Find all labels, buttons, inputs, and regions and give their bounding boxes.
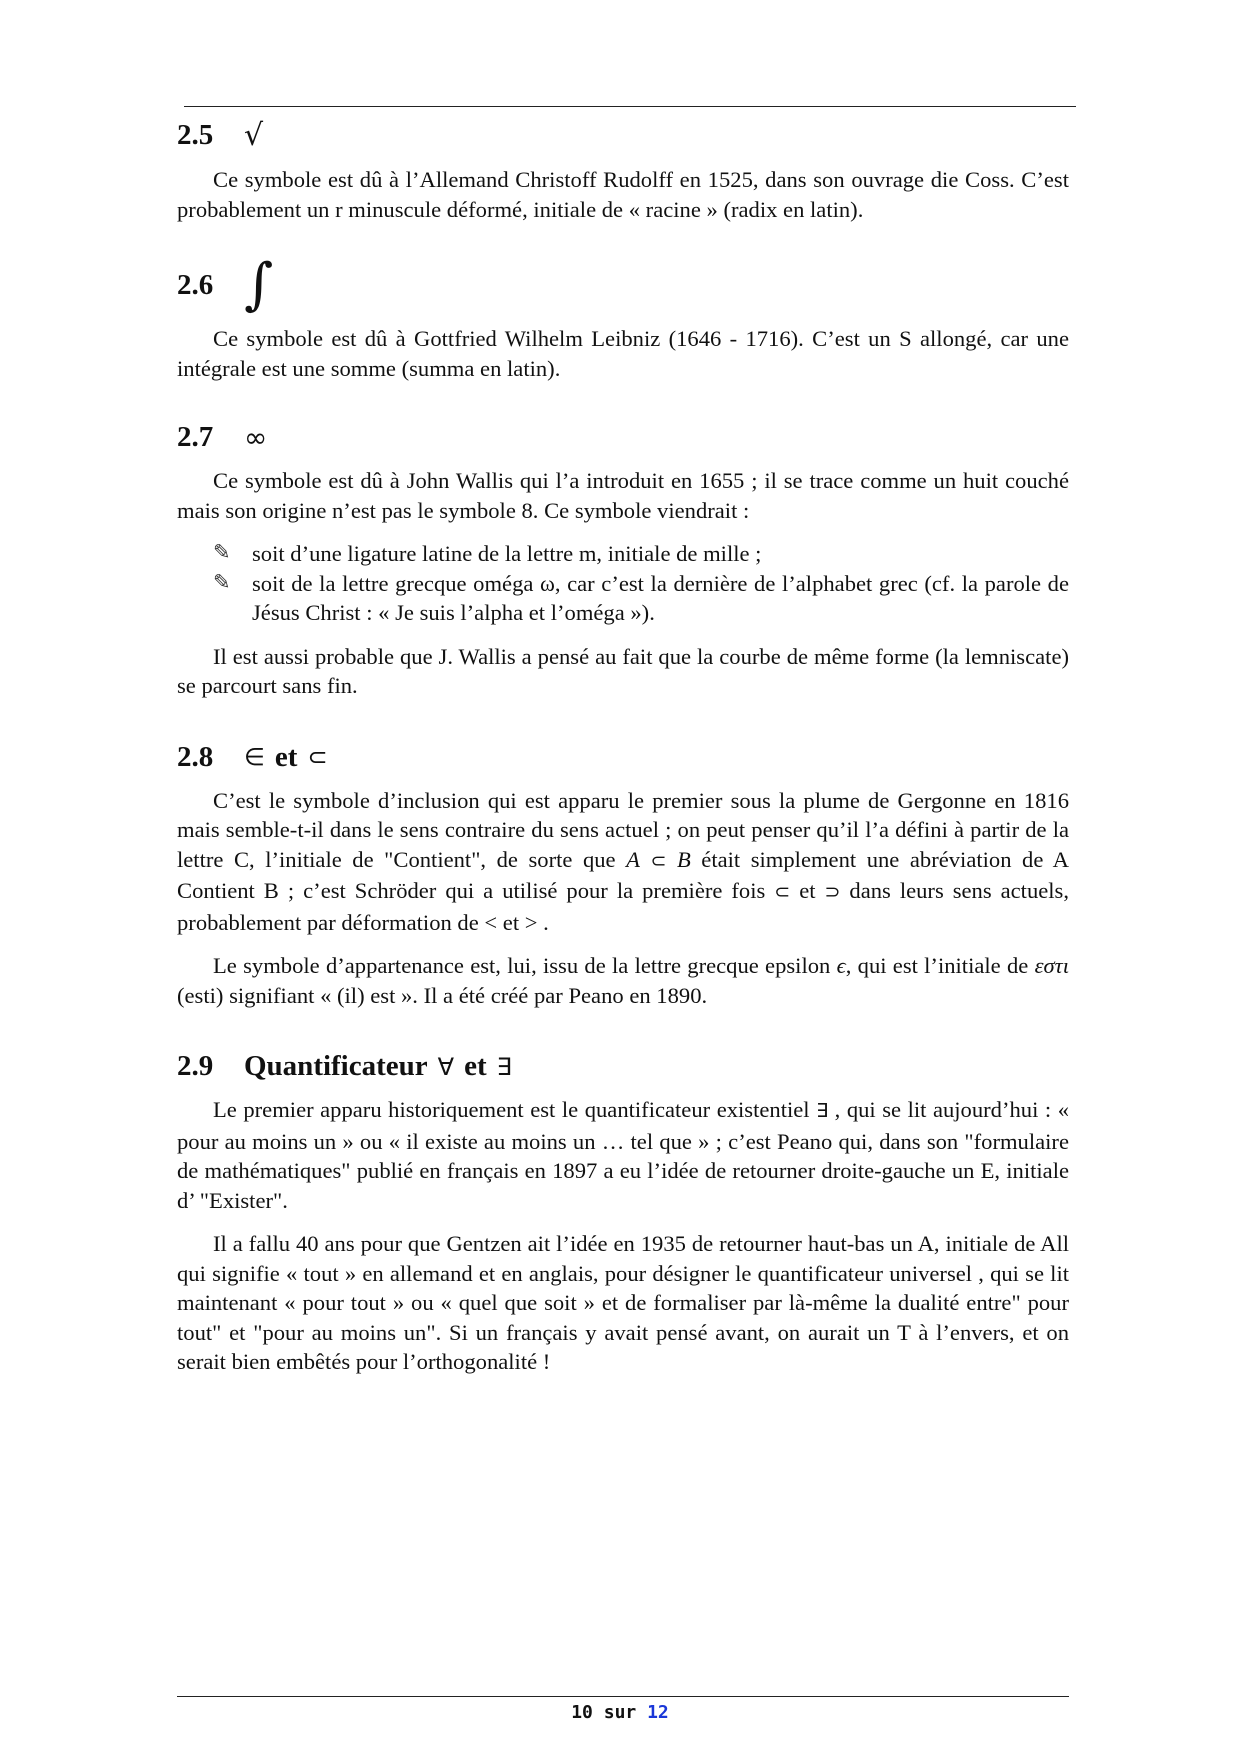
section-heading-2-7 — [177, 421, 1069, 454]
paragraph — [177, 1095, 1069, 1215]
math-superset: ⊃ — [824, 881, 841, 903]
pencil-icon: ✎ — [213, 540, 231, 564]
section-number: 2.7 — [177, 421, 214, 453]
paragraph: Ce symbole est dû à l’Allemand Christoff Rudolff en 1525, dans son ouvrage die Coss. C’est probablement un r minuscule déformé, initiale de « racine » (radix en latin). — [177, 167, 1069, 222]
text-run: , qui se lit aujourd’hui : « pour au moins un » ou « il existe au moins un … tel que » ; c’est Peano qui, dans son "formulaire de mathématiques" publié en français en 1897 a eu l’idée de retourner droite-gauche un E, initiale d’ "Exister". — [177, 1097, 1070, 1213]
header-rule — [184, 106, 1076, 107]
math-subset: ⊂ — [774, 881, 791, 903]
forall-symbol: ∀ — [437, 1052, 455, 1081]
text-run: C’est le symbole d’inclusion qui est apparu le premier sous la plume de Gergonne en 1816 mais semble-t-il dans le sens contraire du sens actuel ; on peut penser qu’il l’a défini à partir de la lettre C, l’initiale de "Contient", de sorte que — [177, 787, 1069, 872]
text-run: , qui est l’initiale de — [845, 953, 1035, 978]
page-footer — [0, 1702, 1240, 1723]
list-item-text: soit de la lettre grecque oméga ω, car c’est la dernière de l’alphabet grec (cf. la parole de Jésus Christ : « Je suis l’alpha et l’oméga »). — [252, 570, 1069, 625]
text-run: dans leurs sens actuels, probablement par déformation de < et > . — [177, 878, 1070, 935]
page-sep: sur — [603, 1702, 637, 1723]
section-title: et — [274, 740, 298, 773]
list-item — [177, 539, 1069, 569]
section-number: 2.6 — [177, 268, 214, 301]
element-of-symbol: ∈ — [244, 743, 265, 771]
sqrt-symbol: √ — [244, 118, 264, 153]
exists-symbol: ∃ — [496, 1052, 512, 1081]
text-run: Le symbole d’appartenance est, lui, issu de la lettre grecque epsilon — [213, 953, 837, 978]
text-run: était simplement une abréviation de A Contient B ; c’est Schröder qui a utilisé pour la première fois — [177, 846, 1069, 903]
paragraph — [177, 786, 1069, 938]
page-content — [177, 118, 1069, 1391]
section-heading-2-5 — [177, 118, 1069, 153]
section-number: 2.5 — [177, 119, 214, 151]
math-var-b: B — [676, 846, 691, 872]
pencil-icon: ✎ — [213, 569, 231, 594]
section-number: 2.9 — [177, 1050, 214, 1082]
list-item — [177, 569, 1069, 628]
math-greek-esti: εστι — [1034, 953, 1069, 978]
math-epsilon: ϵ — [836, 953, 846, 978]
subset-symbol: ⊂ — [307, 743, 328, 771]
page-number: 10 — [571, 1702, 593, 1723]
section-number: 2.8 — [177, 740, 214, 773]
paragraph: Il a fallu 40 ans pour que Gentzen ait l’idée en 1935 de retourner haut-bas un A, initiale de All qui signifie « tout » en allemand et en anglais, pour désigner le quantificateur universel , qui se lit maintenant « pour tout » ou « quel que soit » et de formaliser par là-même la dualité entre" pour tout" et "pour au moins un". Si un français y avait pensé avant, on aurait un T à l’envers, et on serait bien embêtés pour l’orthogonalité ! — [177, 1231, 1069, 1374]
list-item-text: soit d’une ligature latine de la lettre m, initiale de mille ; — [252, 541, 762, 566]
text-run: (esti) signifiant « (il) est ». Il a été créé par Peano en 1890. — [177, 982, 708, 1008]
footer-rule — [177, 1696, 1069, 1697]
paragraph: Il est aussi probable que J. Wallis a pensé au fait que la courbe de même forme (la lemniscate) se parcourt sans fin. — [177, 643, 1069, 698]
bullet-list — [177, 539, 1069, 628]
section-heading-2-9 — [177, 1050, 1069, 1083]
integral-symbol: ∫ — [244, 252, 274, 317]
section-heading-2-8 — [177, 741, 1069, 774]
paragraph: Ce symbole est dû à Gottfried Wilhelm Leibniz (1646 - 1716). C’est un S allongé, car une intégrale est une somme (summa en latin). — [177, 326, 1069, 381]
text-run: Le premier apparu historiquement est le quantificateur existentiel — [213, 1097, 817, 1122]
section-title-and: et — [464, 1050, 487, 1082]
math-exists: ∃ — [816, 1100, 829, 1122]
infinity-symbol: ∞ — [244, 421, 268, 454]
paragraph: Ce symbole est dû à John Wallis qui l’a introduit en 1655 ; il se trace comme un huit couché mais son origine n’est pas le symbole 8. Ce symbole viendrait : — [177, 468, 1069, 523]
section-title: Quantificateur — [244, 1050, 428, 1082]
math-subset: ⊂ — [650, 849, 667, 872]
section-heading-2-6 — [177, 252, 1069, 318]
paragraph — [177, 951, 1069, 1010]
math-var-a: A — [626, 846, 640, 872]
page-total: 12 — [647, 1702, 669, 1723]
text-run: et — [790, 878, 825, 903]
